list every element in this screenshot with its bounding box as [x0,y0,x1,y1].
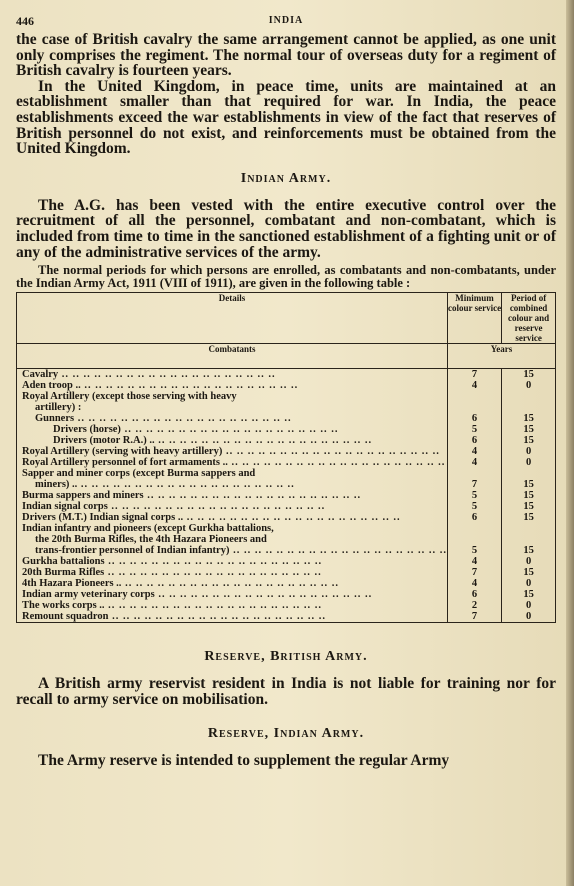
row-detail: Drivers (motor R.A.) .. .. .. [17,435,447,446]
row-combined-value: 15 [523,589,534,601]
row-combined-value: 0 [525,446,532,458]
table-header-row [17,293,556,344]
row-minimum-value: 7 [471,369,478,381]
row-minimum-value: 5 [471,424,478,436]
table-body-row [17,369,556,623]
row-minimum-value: 4 [471,578,478,590]
row-minimum-value [448,468,501,479]
row-combined-value: 15 [523,501,534,513]
running-title: INDIA [268,15,304,26]
page-number: 446 [16,14,34,28]
row-minimum-value [448,402,501,413]
row-combined-value: 15 [523,435,534,447]
heading-reserve-indian-army: Reserve, Indian Army. [207,725,365,741]
row-detail: miners) .. .. .. [17,479,447,490]
row-minimum-value: 7 [471,611,478,623]
row-minimum-value [448,523,501,534]
row-detail: Royal Artillery (serving with heavy artillery) .. .. [17,446,447,457]
combined-column [502,369,556,623]
header-combined-service: Period of combined colour and reserve service [502,293,556,344]
row-detail: Indian signal corps .. .. [17,501,447,512]
row-minimum-value: 6 [471,413,478,425]
row-minimum-value: 4 [471,380,478,392]
row-minimum-value [448,534,501,545]
row-combined-value [502,534,555,545]
row-minimum-value: 7 [471,479,478,491]
row-combined-value: 15 [523,490,534,502]
paragraph-cavalry-tour: the case of British cavalry the same arrangement cannot be applied, as one unit only comprises the regiment. The normal tour of overseas duty for a regiment of British cavalry is fourteen years. [16,31,556,80]
page-edge [566,0,574,886]
row-minimum-value: 4 [471,446,478,458]
subheader-combatants: Combatants [17,344,448,369]
row-combined-value [502,391,555,402]
row-detail: artillery) : [35,402,82,414]
row-minimum-value: 5 [471,490,478,502]
row-minimum-value: 2 [471,600,478,612]
row-combined-value: 15 [523,369,534,381]
row-minimum-value: 6 [471,435,478,447]
row-minimum-value: 6 [471,589,478,601]
row-minimum-value: 6 [471,512,478,524]
row-combined-value: 15 [523,545,534,557]
paragraph-ag-control: The A.G. has been vested with the entire executive control over the recruitment of all the personnel, combatant and non-combatant, which is included from time to time in the sanctioned establishment of a fighting unit or of any of the administrative services of the army. [16,196,556,261]
row-minimum-value: 4 [471,556,478,568]
row-detail: Sapper and miner corps (except Burma sappers and [22,468,256,480]
row-combined-value: 15 [523,424,534,436]
row-combined-value: 0 [525,578,532,590]
row-combined-value: 15 [523,512,534,524]
minimum-column [447,369,501,623]
paragraph-army-reserve: The Army reserve is intended to supplement the regular Army [38,751,450,769]
row-combined-value: 15 [523,413,534,425]
row-combined-value [502,468,555,479]
row-combined-value [502,523,555,534]
row-detail: Royal Artillery personnel of fort armaments .. .. .. [17,457,447,468]
heading-indian-army: Indian Army. [240,170,332,186]
heading-reserve-british-army: Reserve, British Army. [204,649,368,665]
row-combined-value: 15 [523,567,534,579]
paragraph-british-reservist: A British army reservist resident in India is not liable for training nor for recall to army service on mobilisation. [16,675,556,708]
row-combined-value: 0 [525,600,532,612]
row-detail: trans-frontier personnel of Indian infantry) .. .. [17,545,447,556]
row-minimum-value [448,391,501,402]
row-detail: Drivers (M.T.) Indian signal corps .. .. .. [17,512,447,523]
row-detail: Gurkha battalions .. .. [17,556,447,567]
row-combined-value: 0 [525,611,532,623]
enrolment-periods-table [16,292,556,623]
paragraph-peace-establishment: In the United Kingdom, in peace time, units are maintained at an establishment smaller than that required for war. In India, the peace establishments exceed the war establishments in view of the fact that reserves of British personnel do not exist, and reinforcements must be obtained from the United Kingdom. [16,77,556,158]
table-subheader-row [17,344,556,369]
row-detail: Gunners .. .. [17,413,447,424]
row-combined-value: 0 [525,457,532,469]
row-detail: the 20th Burma Rifles, the 4th Hazara Pioneers and [35,534,267,546]
header-minimum-colour-service: Minimum colour service [447,293,501,344]
row-detail: 20th Burma Rifles .. .. [17,567,447,578]
row-detail: Indian army veterinary corps .. .. [17,589,447,600]
row-minimum-value: 4 [471,457,478,469]
row-detail: Indian infantry and pioneers (except Gurkha battalions, [22,523,274,535]
row-detail: Burma sappers and miners .. .. [17,490,447,501]
row-combined-value: 15 [523,479,534,491]
row-detail: Cavalry .. .. [17,369,447,380]
row-combined-value: 0 [525,380,532,392]
row-minimum-value: 7 [471,567,478,579]
row-detail: Remount squadron .. .. [17,611,447,622]
row-combined-value: 0 [525,556,532,568]
details-column [17,369,448,623]
row-detail: Aden troop .. .. .. [17,380,447,391]
row-detail: Drivers (horse) .. .. [17,424,447,435]
row-detail: The works corps .. .. .. [17,600,447,611]
row-minimum-value: 5 [471,501,478,513]
paragraph-enrolment-periods: The normal periods for which persons are enrolled, as combatants and non-combatants, under the Indian Army Act, 1911 (VIII of 1911), are given in the following table : [16,263,556,290]
running-head [16,10,556,32]
header-details: Details [17,293,448,344]
subheader-years: Years [447,344,555,369]
row-detail: Royal Artillery (except those serving with heavy [22,391,237,403]
row-minimum-value: 5 [471,545,478,557]
row-detail: 4th Hazara Pioneers .. .. .. [17,578,447,589]
row-combined-value [502,402,555,413]
